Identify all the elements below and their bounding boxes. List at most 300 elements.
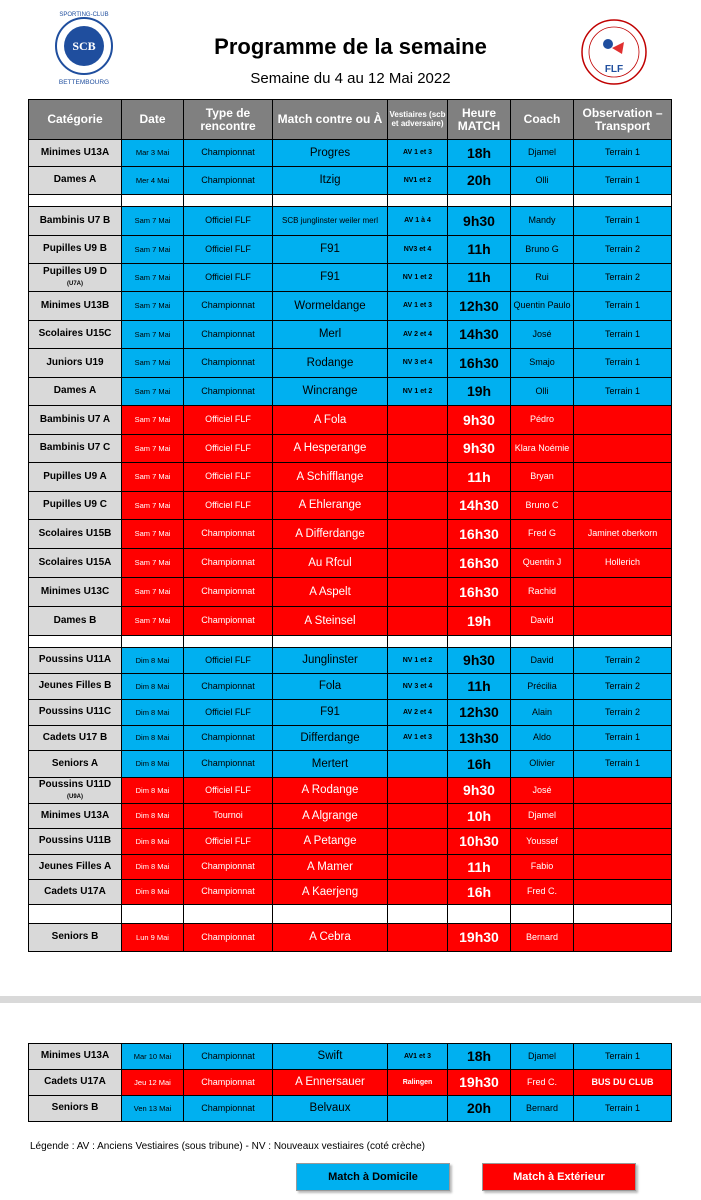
separator-cell xyxy=(184,195,273,207)
observation-text: Terrain 2 xyxy=(604,271,640,282)
observation-text: Terrain 2 xyxy=(604,654,640,665)
type-cell xyxy=(184,804,273,829)
category-text: Poussins U11C xyxy=(38,706,112,718)
match-cell xyxy=(273,700,388,726)
match-cell xyxy=(273,292,388,321)
observation-cell xyxy=(574,778,672,804)
date-text: Dim 8 Mai xyxy=(135,707,170,717)
category-cell xyxy=(29,292,122,321)
away-match-row xyxy=(29,880,672,905)
coach-cell xyxy=(511,492,574,520)
observation-cell xyxy=(574,167,672,195)
category-cell xyxy=(29,607,122,636)
type-cell xyxy=(184,520,273,549)
coach-text: Fred C. xyxy=(526,1076,557,1087)
hour-text: 10h xyxy=(466,807,492,824)
match-text: A Petange xyxy=(303,835,357,848)
date-cell xyxy=(122,924,184,952)
hour-text: 10h30 xyxy=(459,833,499,850)
observation-text: Terrain 2 xyxy=(604,243,640,254)
observation-cell xyxy=(574,1096,672,1122)
match-text: A Ennersauer xyxy=(295,1076,365,1089)
date-cell xyxy=(122,855,184,880)
vestiaires-cell xyxy=(388,435,448,463)
category-text: Juniors U19 xyxy=(46,356,104,368)
hour-text: 14h30 xyxy=(459,497,499,514)
separator-cell xyxy=(122,636,184,648)
hour-cell xyxy=(448,292,511,321)
vestiaires-cell xyxy=(388,700,448,726)
col-header-coach: Coach xyxy=(511,100,574,140)
observation-cell xyxy=(574,435,672,463)
coach-text: Alain xyxy=(531,706,552,717)
type-text: Officiel FLF xyxy=(205,243,251,254)
home-match-row xyxy=(29,349,672,378)
date-cell xyxy=(122,264,184,292)
hour-cell xyxy=(448,880,511,905)
away-match-row xyxy=(29,549,672,578)
match-cell xyxy=(273,1096,388,1122)
observation-cell xyxy=(574,751,672,778)
vestiaires-text: AV 2 et 4 xyxy=(402,708,433,716)
hour-cell xyxy=(448,751,511,778)
observation-cell xyxy=(574,578,672,607)
coach-text: Pédro xyxy=(529,414,555,425)
type-text: Championnat xyxy=(201,1076,255,1087)
hour-cell xyxy=(448,435,511,463)
category-cell xyxy=(29,435,122,463)
vestiaires-cell xyxy=(388,207,448,236)
category-text: Seniors B xyxy=(51,1102,99,1114)
next-week-table xyxy=(28,1043,672,1122)
match-cell xyxy=(273,607,388,636)
hour-text: 19h xyxy=(466,612,492,629)
hour-cell xyxy=(448,167,511,195)
type-text: Championnat xyxy=(201,586,255,597)
type-cell xyxy=(184,406,273,435)
hour-text: 20h xyxy=(466,1100,492,1117)
hour-cell xyxy=(448,804,511,829)
vestiaires-cell xyxy=(388,492,448,520)
separator-cell xyxy=(122,195,184,207)
vestiaires-cell xyxy=(388,726,448,751)
date-text: Dim 8 Mai xyxy=(135,681,170,691)
hour-cell xyxy=(448,378,511,406)
vestiaires-text: NV 1 et 2 xyxy=(402,387,433,395)
category-cell xyxy=(29,492,122,520)
date-cell xyxy=(122,674,184,700)
coach-cell xyxy=(511,321,574,349)
category-cell xyxy=(29,700,122,726)
vestiaires-cell xyxy=(388,1044,448,1070)
match-text: A Kaerjeng xyxy=(301,885,359,898)
match-cell xyxy=(273,578,388,607)
coach-text: Bruno C xyxy=(525,499,559,510)
date-cell xyxy=(122,167,184,195)
coach-text: Fred C. xyxy=(526,886,557,897)
coach-cell xyxy=(511,674,574,700)
type-cell xyxy=(184,264,273,292)
hour-cell xyxy=(448,140,511,167)
match-text: Junglinster xyxy=(302,654,358,667)
type-cell xyxy=(184,549,273,578)
match-cell xyxy=(273,549,388,578)
category-text: Bambinis U7 B xyxy=(39,214,111,226)
observation-cell xyxy=(574,648,672,674)
type-cell xyxy=(184,751,273,778)
vestiaires-text: NV 3 et 4 xyxy=(402,682,433,690)
match-cell xyxy=(273,207,388,236)
date-text: Jeu 12 Mai xyxy=(134,1077,171,1087)
separator-cell xyxy=(574,636,672,648)
date-text: Sam 7 Mai xyxy=(134,616,171,626)
observation-text: Terrain 1 xyxy=(604,1050,640,1061)
observation-cell xyxy=(574,207,672,236)
category-cell xyxy=(29,140,122,167)
separator-cell xyxy=(184,905,273,924)
date-cell xyxy=(122,321,184,349)
category-subtext: (U9A) xyxy=(67,793,83,800)
type-cell xyxy=(184,1096,273,1122)
separator-cell xyxy=(448,636,511,648)
hour-text: 11h xyxy=(467,678,491,695)
coach-text: Youssef xyxy=(526,835,558,846)
vestiaires-text: AV 1 et 3 xyxy=(402,302,433,310)
type-cell xyxy=(184,435,273,463)
date-cell xyxy=(122,1070,184,1096)
coach-cell xyxy=(511,406,574,435)
col-header-observation: Observation – Transport xyxy=(574,100,672,140)
type-cell xyxy=(184,778,273,804)
category-text: Seniors B xyxy=(51,931,99,943)
observation-cell xyxy=(574,349,672,378)
date-text: Dim 8 Mai xyxy=(135,733,170,743)
hour-cell xyxy=(448,674,511,700)
observation-cell xyxy=(574,880,672,905)
header-row xyxy=(29,100,672,140)
vestiaires-cell xyxy=(388,264,448,292)
coach-text: Olli xyxy=(535,385,549,396)
observation-cell xyxy=(574,520,672,549)
hour-text: 16h xyxy=(466,883,492,900)
coach-text: Djamel xyxy=(527,1050,556,1061)
coach-text: José xyxy=(532,784,552,795)
category-text: Poussins U11D xyxy=(38,779,112,790)
vestiaires-text: Ralingen xyxy=(402,1078,433,1086)
category-text: Minimes U13A xyxy=(40,809,110,821)
separator-cell xyxy=(574,195,672,207)
match-cell xyxy=(273,321,388,349)
separator-row xyxy=(29,636,672,648)
separator-cell xyxy=(448,905,511,924)
col-header-match: Match contre ou À xyxy=(273,100,388,140)
category-text: Cadets U17A xyxy=(44,1076,106,1088)
home-match-row xyxy=(29,378,672,406)
date-text: Sam 7 Mai xyxy=(134,587,171,597)
coach-text: Olli xyxy=(535,174,549,185)
category-cell xyxy=(29,1096,122,1122)
observation-text: Terrain 1 xyxy=(604,174,640,185)
vestiaires-cell xyxy=(388,167,448,195)
home-match-row xyxy=(29,140,672,167)
type-cell xyxy=(184,463,273,492)
type-cell xyxy=(184,648,273,674)
match-text: Differdange xyxy=(300,731,360,744)
away-match-row xyxy=(29,578,672,607)
separator-cell xyxy=(574,905,672,924)
vestiaires-cell xyxy=(388,549,448,578)
match-text: A Ehlerange xyxy=(298,499,362,512)
match-cell xyxy=(273,236,388,264)
date-text: Sam 7 Mai xyxy=(134,358,171,368)
separator-cell xyxy=(273,905,388,924)
hour-text: 11h xyxy=(467,858,491,875)
vestiaires-cell xyxy=(388,1096,448,1122)
date-cell xyxy=(122,140,184,167)
club-logo-bottom-text: BETTEMBOURG xyxy=(58,79,110,86)
hour-text: 14h30 xyxy=(459,326,499,343)
hour-text: 11h xyxy=(467,468,491,485)
match-text: Wincrange xyxy=(302,385,358,398)
coach-cell xyxy=(511,648,574,674)
coach-text: Bruno G xyxy=(525,243,559,254)
club-logo-mark: SCB xyxy=(72,39,96,53)
vestiaires-text: AV 2 et 4 xyxy=(402,330,433,338)
date-cell xyxy=(122,1044,184,1070)
vestiaires-cell xyxy=(388,321,448,349)
type-text: Championnat xyxy=(201,931,255,942)
category-text: Jeunes Filles B xyxy=(38,680,112,692)
coach-cell xyxy=(511,236,574,264)
observation-cell xyxy=(574,492,672,520)
observation-text: Terrain 1 xyxy=(604,385,640,396)
type-cell xyxy=(184,829,273,855)
observation-cell xyxy=(574,378,672,406)
observation-text: BUS DU CLUB xyxy=(591,1076,654,1087)
match-text: Progres xyxy=(309,146,351,159)
hour-text: 9h30 xyxy=(463,782,495,799)
type-text: Championnat xyxy=(201,300,255,311)
observation-cell xyxy=(574,924,672,952)
match-cell xyxy=(273,726,388,751)
match-text: Wormeldange xyxy=(294,299,366,312)
coach-text: David xyxy=(530,654,554,665)
separator-cell xyxy=(273,195,388,207)
type-cell xyxy=(184,924,273,952)
coach-text: José xyxy=(532,328,552,339)
home-match-row xyxy=(29,292,672,321)
col-header-vestiaires: Vestiaires (scb et adversaire) xyxy=(388,100,448,140)
coach-text: Fred G xyxy=(527,528,556,539)
coach-cell xyxy=(511,1096,574,1122)
coach-cell xyxy=(511,804,574,829)
separator-cell xyxy=(511,636,574,648)
home-match-row xyxy=(29,648,672,674)
match-cell xyxy=(273,829,388,855)
separator-cell xyxy=(511,195,574,207)
type-cell xyxy=(184,1070,273,1096)
coach-text: Précilia xyxy=(527,680,557,691)
category-text: Dames B xyxy=(53,614,97,626)
coach-cell xyxy=(511,778,574,804)
coach-cell xyxy=(511,607,574,636)
match-text: F91 xyxy=(320,243,340,256)
separator-cell xyxy=(388,195,448,207)
observation-text: Terrain 2 xyxy=(604,680,640,691)
mixed-match-row xyxy=(29,1070,672,1096)
hour-cell xyxy=(448,1096,511,1122)
away-match-row xyxy=(29,463,672,492)
col-header-hour: Heure MATCH xyxy=(448,100,511,140)
date-text: Mar 10 Mai xyxy=(133,1051,172,1061)
match-cell xyxy=(273,924,388,952)
date-text: Dim 8 Mai xyxy=(135,785,170,795)
match-text: A Rodange xyxy=(301,784,359,797)
coach-cell xyxy=(511,549,574,578)
match-cell xyxy=(273,778,388,804)
vestiaires-text: NV3 et 4 xyxy=(403,245,432,253)
separator-cell xyxy=(388,636,448,648)
hour-text: 13h30 xyxy=(459,729,499,746)
coach-cell xyxy=(511,700,574,726)
category-text: Bambinis U7 C xyxy=(39,442,111,454)
category-text: Poussins U11B xyxy=(38,835,112,847)
hour-text: 16h xyxy=(466,755,492,772)
type-cell xyxy=(184,492,273,520)
away-match-row xyxy=(29,607,672,636)
type-text: Officiel FLF xyxy=(205,471,251,482)
vestiaires-cell xyxy=(388,855,448,880)
category-text: Dames A xyxy=(53,174,97,186)
date-cell xyxy=(122,435,184,463)
match-text: Mertert xyxy=(311,757,349,770)
hour-text: 9h30 xyxy=(463,440,495,457)
category-cell xyxy=(29,804,122,829)
type-text: Officiel FLF xyxy=(205,414,251,425)
date-text: Sam 7 Mai xyxy=(134,301,171,311)
date-text: Sam 7 Mai xyxy=(134,443,171,453)
vestiaires-cell xyxy=(388,140,448,167)
observation-cell xyxy=(574,463,672,492)
match-cell xyxy=(273,492,388,520)
match-text: A Schifflange xyxy=(296,470,364,483)
away-match-row xyxy=(29,804,672,829)
type-cell xyxy=(184,236,273,264)
coach-text: Bernard xyxy=(525,931,559,942)
col-header-category: Catégorie xyxy=(29,100,122,140)
hour-text: 16h30 xyxy=(459,525,499,542)
hour-cell xyxy=(448,236,511,264)
date-cell xyxy=(122,726,184,751)
date-cell xyxy=(122,549,184,578)
home-match-row xyxy=(29,674,672,700)
hour-text: 20h xyxy=(466,172,492,189)
coach-cell xyxy=(511,726,574,751)
match-text: Itzig xyxy=(319,174,341,187)
date-cell xyxy=(122,349,184,378)
category-text: Minimes U13A xyxy=(40,146,110,158)
coach-text: Quentin Paulo xyxy=(513,300,571,311)
match-text: A Hesperange xyxy=(293,442,367,455)
category-cell xyxy=(29,1044,122,1070)
away-match-row xyxy=(29,435,672,463)
separator-row xyxy=(29,195,672,207)
observation-cell xyxy=(574,804,672,829)
match-cell xyxy=(273,140,388,167)
category-text: Cadets U17 B xyxy=(42,731,108,743)
category-cell xyxy=(29,778,122,804)
hour-cell xyxy=(448,607,511,636)
match-cell xyxy=(273,804,388,829)
observation-cell xyxy=(574,829,672,855)
hour-text: 18h xyxy=(466,144,492,161)
match-cell xyxy=(273,463,388,492)
match-text: F91 xyxy=(320,706,340,719)
type-text: Championnat xyxy=(201,861,255,872)
section-divider xyxy=(0,996,701,1003)
away-match-row xyxy=(29,924,672,952)
hour-cell xyxy=(448,1044,511,1070)
home-match-row xyxy=(29,751,672,778)
hour-cell xyxy=(448,1070,511,1096)
type-text: Championnat xyxy=(201,1102,255,1113)
hour-text: 16h30 xyxy=(459,583,499,600)
match-text: Merl xyxy=(318,328,342,341)
separator-cell xyxy=(29,195,122,207)
type-text: Championnat xyxy=(201,886,255,897)
vestiaires-cell xyxy=(388,648,448,674)
type-text: Championnat xyxy=(201,385,255,396)
match-text: A Differdange xyxy=(295,527,365,540)
home-match-legend-button[interactable]: Match à Domicile xyxy=(296,1163,450,1191)
away-match-legend-button[interactable]: Match à Extérieur xyxy=(482,1163,636,1191)
coach-cell xyxy=(511,140,574,167)
category-cell xyxy=(29,321,122,349)
category-subtext: (U7A) xyxy=(67,280,83,287)
coach-cell xyxy=(511,1070,574,1096)
observation-text: Terrain 1 xyxy=(604,300,640,311)
separator-cell xyxy=(184,636,273,648)
match-cell xyxy=(273,349,388,378)
observation-cell xyxy=(574,321,672,349)
away-match-row xyxy=(29,829,672,855)
date-text: Sam 7 Mai xyxy=(134,558,171,568)
vestiaires-text: NV 3 et 4 xyxy=(402,359,433,367)
date-text: Sam 7 Mai xyxy=(134,272,171,282)
category-cell xyxy=(29,207,122,236)
date-text: Sam 7 Mai xyxy=(134,500,171,510)
observation-cell xyxy=(574,1044,672,1070)
vestiaires-cell xyxy=(388,520,448,549)
separator-cell xyxy=(29,636,122,648)
coach-text: Olivier xyxy=(529,758,555,769)
hour-cell xyxy=(448,321,511,349)
category-cell xyxy=(29,549,122,578)
observation-text: Terrain 1 xyxy=(604,357,640,368)
vestiaires-cell xyxy=(388,1070,448,1096)
coach-text: Mandy xyxy=(528,215,556,226)
category-text: Scolaires U15C xyxy=(38,328,112,340)
date-cell xyxy=(122,378,184,406)
home-match-row xyxy=(29,726,672,751)
home-match-row xyxy=(29,700,672,726)
category-text: Minimes U13B xyxy=(40,299,110,311)
coach-cell xyxy=(511,207,574,236)
type-text: Officiel FLF xyxy=(205,499,251,510)
type-cell xyxy=(184,140,273,167)
observation-cell xyxy=(574,264,672,292)
hour-cell xyxy=(448,855,511,880)
